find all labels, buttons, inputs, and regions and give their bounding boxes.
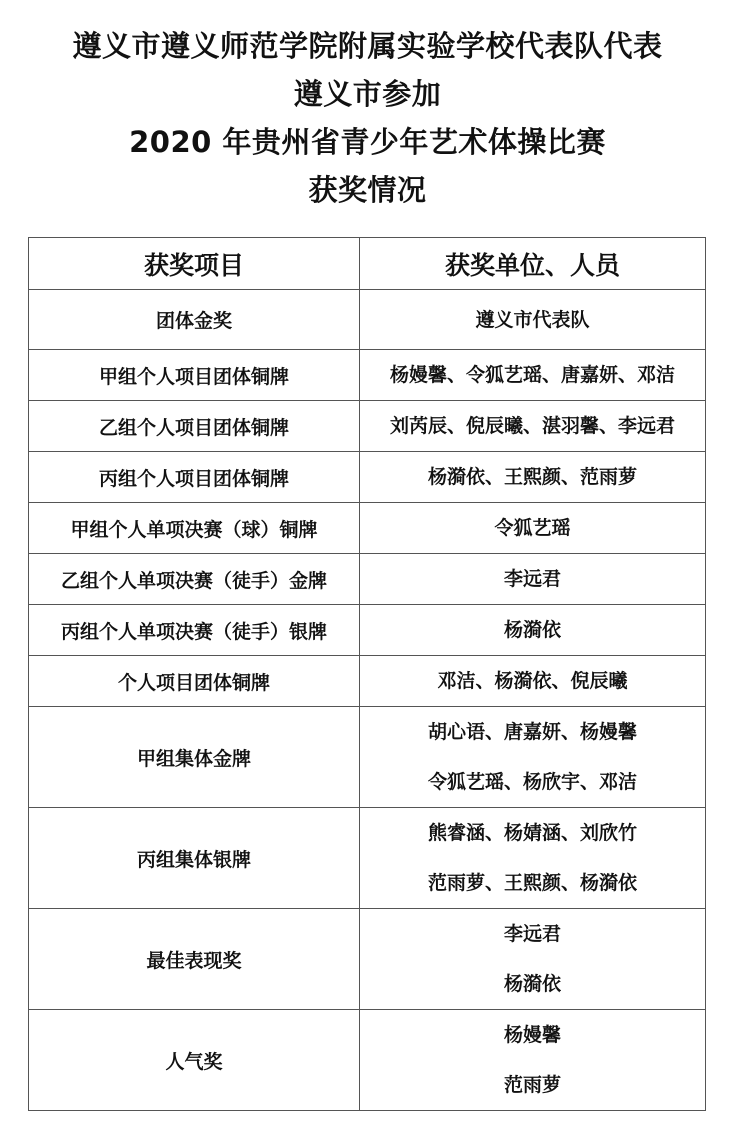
award-cell: 最佳表现奖 — [29, 909, 360, 1010]
award-cell: 丙组个人项目团体铜牌 — [29, 452, 360, 503]
winners-cell — [360, 401, 706, 452]
award-cell: 乙组个人项目团体铜牌 — [29, 401, 360, 452]
table-row — [29, 452, 706, 503]
award-cell: 乙组个人单项决赛（徒手）金牌 — [29, 554, 360, 605]
award-cell: 甲组个人项目团体铜牌 — [29, 350, 360, 401]
table-row — [29, 401, 706, 452]
table-row — [29, 707, 706, 808]
table-row — [29, 503, 706, 554]
winners-cell — [360, 808, 706, 909]
table-row — [29, 605, 706, 656]
winner-line: 令狐艺瑶、杨欣宇、邓洁 — [427, 771, 637, 793]
winner-line: 邓洁、杨漪依、倪辰曦 — [437, 670, 628, 692]
table-header-row — [29, 238, 706, 290]
awards-table — [28, 237, 706, 1111]
winner-line: 杨漪依 — [503, 619, 561, 641]
winners-cell — [360, 503, 706, 554]
title-line-3: 2020 年贵州省青少年艺术体操比赛 — [129, 125, 606, 159]
winners-cell — [360, 554, 706, 605]
title-line-1: 遵义市遵义师范学院附属实验学校代表队代表 — [72, 29, 663, 63]
winner-line: 李远君 — [503, 568, 561, 590]
title-line-4: 获奖情况 — [308, 173, 427, 207]
winner-line: 李远君 — [503, 923, 561, 945]
winner-line: 杨漪依、王熙颜、范雨萝 — [427, 466, 637, 488]
winner-line: 杨嫚馨、令狐艺瑶、唐嘉妍、邓洁 — [389, 364, 675, 386]
award-cell: 丙组个人单项决赛（徒手）银牌 — [29, 605, 360, 656]
winner-line: 杨漪依 — [503, 973, 561, 995]
winner-line: 遵义市代表队 — [475, 308, 590, 331]
title-line-2: 遵义市参加 — [293, 77, 442, 111]
winner-line: 令狐艺瑶 — [494, 517, 571, 539]
winners-cell — [360, 707, 706, 808]
winner-line: 熊睿涵、杨婧涵、刘欣竹 — [427, 822, 637, 844]
award-cell: 甲组个人单项决赛（球）铜牌 — [29, 503, 360, 554]
award-cell: 丙组集体银牌 — [29, 808, 360, 909]
winners-cell — [360, 1010, 706, 1111]
winner-line: 胡心语、唐嘉妍、杨嫚馨 — [427, 721, 637, 743]
header-award-item: 获奖项目 — [29, 238, 360, 290]
winner-line: 范雨萝 — [503, 1074, 561, 1096]
award-cell: 团体金奖 — [29, 290, 360, 350]
winners-cell — [360, 605, 706, 656]
winners-cell — [360, 452, 706, 503]
award-cell: 甲组集体金牌 — [29, 707, 360, 808]
award-cell: 人气奖 — [29, 1010, 360, 1111]
table-row — [29, 290, 706, 350]
award-cell: 个人项目团体铜牌 — [29, 656, 360, 707]
winners-cell — [360, 350, 706, 401]
winner-line: 范雨萝、王熙颜、杨漪依 — [427, 872, 637, 894]
winners-cell — [360, 290, 706, 350]
table-row — [29, 808, 706, 909]
winner-line: 刘芮辰、倪辰曦、湛羽馨、李远君 — [389, 415, 675, 437]
winners-cell — [360, 656, 706, 707]
table-row — [29, 656, 706, 707]
table-row — [29, 1010, 706, 1111]
document-title — [0, 22, 735, 214]
winner-line: 杨嫚馨 — [503, 1024, 561, 1046]
winners-cell — [360, 909, 706, 1010]
table-row — [29, 350, 706, 401]
table-row — [29, 554, 706, 605]
header-winners: 获奖单位、人员 — [360, 238, 706, 290]
table-row — [29, 909, 706, 1010]
